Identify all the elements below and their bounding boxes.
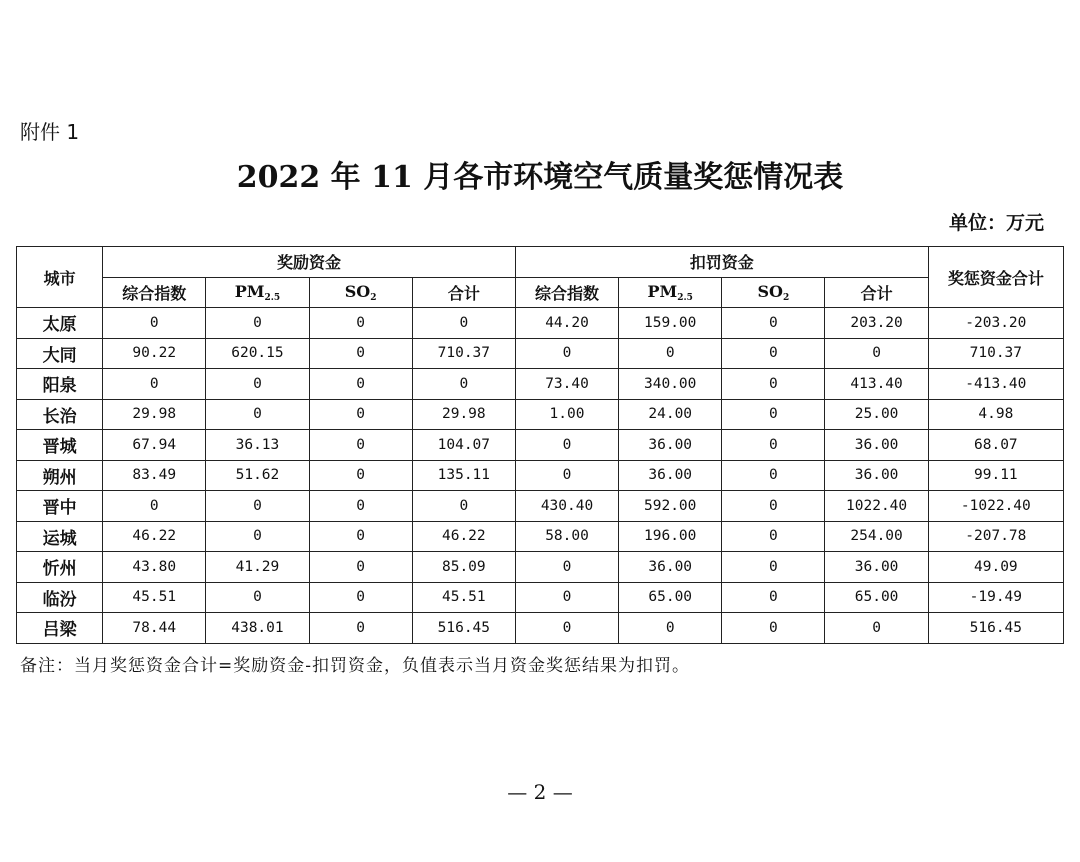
reward-total-cell: 0 xyxy=(412,369,515,400)
penalty-total-cell: 203.20 xyxy=(825,308,928,339)
header-penalty-group: 扣罚资金 xyxy=(515,247,928,278)
penalty-composite-cell: 58.00 xyxy=(515,521,618,552)
header-reward-total: 合计 xyxy=(412,277,515,308)
reward-total-cell: 710.37 xyxy=(412,338,515,369)
penalty-pm25-cell: 592.00 xyxy=(619,491,722,522)
penalty-composite-cell: 73.40 xyxy=(515,369,618,400)
city-cell: 长治 xyxy=(17,399,103,430)
penalty-composite-cell: 0 xyxy=(515,430,618,461)
city-cell: 阳泉 xyxy=(17,369,103,400)
reward-total-cell: 516.45 xyxy=(412,613,515,644)
city-cell: 晋城 xyxy=(17,430,103,461)
reward-composite-cell: 90.22 xyxy=(103,338,206,369)
header-city: 城市 xyxy=(17,247,103,308)
city-cell: 吕梁 xyxy=(17,613,103,644)
penalty-composite-cell: 1.00 xyxy=(515,399,618,430)
reward-pm25-cell: 0 xyxy=(206,491,309,522)
table-row xyxy=(17,582,1064,613)
penalty-composite-cell: 0 xyxy=(515,582,618,613)
penalty-pm25-cell: 24.00 xyxy=(619,399,722,430)
penalty-total-cell: 25.00 xyxy=(825,399,928,430)
header-penalty-pm25: $PM_{2.5}$ xyxy=(619,277,722,308)
reward-so2-cell: 0 xyxy=(309,552,412,583)
city-cell: 朔州 xyxy=(17,460,103,491)
reward-so2-cell: 0 xyxy=(309,582,412,613)
city-cell: 晋中 xyxy=(17,491,103,522)
penalty-so2-cell: 0 xyxy=(722,491,825,522)
table-row xyxy=(17,308,1064,339)
table-row xyxy=(17,369,1064,400)
reward-total-cell: 104.07 xyxy=(412,430,515,461)
footnote: 备注：当月奖惩资金合计=奖励资金-扣罚资金，负值表示当月资金奖惩结果为扣罚。 xyxy=(20,656,690,676)
city-cell: 忻州 xyxy=(17,552,103,583)
penalty-total-cell: 36.00 xyxy=(825,460,928,491)
reward-so2-cell: 0 xyxy=(309,399,412,430)
reward-composite-cell: 45.51 xyxy=(103,582,206,613)
attachment-label: 附件 1 xyxy=(20,120,80,144)
reward-total-cell: 46.22 xyxy=(412,521,515,552)
penalty-pm25-cell: 36.00 xyxy=(619,552,722,583)
net-total-cell: -1022.40 xyxy=(928,491,1063,522)
penalty-so2-cell: 0 xyxy=(722,369,825,400)
penalty-so2-cell: 0 xyxy=(722,460,825,491)
reward-total-cell: 29.98 xyxy=(412,399,515,430)
penalty-pm25-cell: 0 xyxy=(619,613,722,644)
reward-pm25-cell: 0 xyxy=(206,582,309,613)
reward-so2-cell: 0 xyxy=(309,369,412,400)
penalty-total-cell: 0 xyxy=(825,338,928,369)
reward-pm25-cell: 41.29 xyxy=(206,552,309,583)
reward-composite-cell: 29.98 xyxy=(103,399,206,430)
net-total-cell: -203.20 xyxy=(928,308,1063,339)
city-cell: 运城 xyxy=(17,521,103,552)
city-cell: 大同 xyxy=(17,338,103,369)
net-total-cell: -19.49 xyxy=(928,582,1063,613)
net-total-cell: 68.07 xyxy=(928,430,1063,461)
reward-total-cell: 135.11 xyxy=(412,460,515,491)
reward-pm25-cell: 36.13 xyxy=(206,430,309,461)
reward-pm25-cell: 51.62 xyxy=(206,460,309,491)
city-cell: 太原 xyxy=(17,308,103,339)
reward-composite-cell: 43.80 xyxy=(103,552,206,583)
penalty-pm25-cell: 36.00 xyxy=(619,430,722,461)
reward-pm25-cell: 0 xyxy=(206,399,309,430)
penalty-composite-cell: 0 xyxy=(515,552,618,583)
table-row xyxy=(17,521,1064,552)
penalty-so2-cell: 0 xyxy=(722,552,825,583)
net-total-cell: 99.11 xyxy=(928,460,1063,491)
reward-pm25-cell: 0 xyxy=(206,308,309,339)
reward-composite-cell: 0 xyxy=(103,369,206,400)
reward-so2-cell: 0 xyxy=(309,308,412,339)
table-row xyxy=(17,460,1064,491)
penalty-so2-cell: 0 xyxy=(722,399,825,430)
reward-so2-cell: 0 xyxy=(309,491,412,522)
reward-total-cell: 0 xyxy=(412,491,515,522)
penalty-composite-cell: 430.40 xyxy=(515,491,618,522)
penalty-total-cell: 0 xyxy=(825,613,928,644)
net-total-cell: -207.78 xyxy=(928,521,1063,552)
reward-pm25-cell: 620.15 xyxy=(206,338,309,369)
penalty-composite-cell: 44.20 xyxy=(515,308,618,339)
penalty-pm25-cell: 340.00 xyxy=(619,369,722,400)
header-reward-composite: 综合指数 xyxy=(103,277,206,308)
header-penalty-total: 合计 xyxy=(825,277,928,308)
net-total-cell: 4.98 xyxy=(928,399,1063,430)
penalty-pm25-cell: 196.00 xyxy=(619,521,722,552)
header-penalty-so2: $SO_2$ xyxy=(722,277,825,308)
reward-pm25-cell: 0 xyxy=(206,369,309,400)
reward-composite-cell: 46.22 xyxy=(103,521,206,552)
penalty-total-cell: 65.00 xyxy=(825,582,928,613)
page-title: 2022 年 11 月各市环境空气质量奖惩情况表 xyxy=(236,160,844,195)
reward-penalty-table xyxy=(16,246,1064,644)
reward-pm25-cell: 0 xyxy=(206,521,309,552)
penalty-composite-cell: 0 xyxy=(515,613,618,644)
page-number: — 2 — xyxy=(507,780,573,804)
reward-pm25-cell: 438.01 xyxy=(206,613,309,644)
table-row xyxy=(17,552,1064,583)
penalty-total-cell: 36.00 xyxy=(825,552,928,583)
header-reward-so2: $SO_2$ xyxy=(309,277,412,308)
penalty-so2-cell: 0 xyxy=(722,308,825,339)
reward-so2-cell: 0 xyxy=(309,338,412,369)
penalty-total-cell: 36.00 xyxy=(825,430,928,461)
penalty-total-cell: 413.40 xyxy=(825,369,928,400)
penalty-so2-cell: 0 xyxy=(722,338,825,369)
header-penalty-composite: 综合指数 xyxy=(515,277,618,308)
reward-composite-cell: 67.94 xyxy=(103,430,206,461)
penalty-so2-cell: 0 xyxy=(722,430,825,461)
reward-composite-cell: 0 xyxy=(103,308,206,339)
penalty-total-cell: 1022.40 xyxy=(825,491,928,522)
table-row xyxy=(17,613,1064,644)
header-reward-pm25: $PM_{2.5}$ xyxy=(206,277,309,308)
penalty-so2-cell: 0 xyxy=(722,521,825,552)
penalty-pm25-cell: 65.00 xyxy=(619,582,722,613)
penalty-composite-cell: 0 xyxy=(515,338,618,369)
reward-composite-cell: 83.49 xyxy=(103,460,206,491)
penalty-total-cell: 254.00 xyxy=(825,521,928,552)
reward-so2-cell: 0 xyxy=(309,460,412,491)
net-total-cell: 49.09 xyxy=(928,552,1063,583)
penalty-pm25-cell: 0 xyxy=(619,338,722,369)
table-row xyxy=(17,399,1064,430)
city-cell: 临汾 xyxy=(17,582,103,613)
reward-total-cell: 85.09 xyxy=(412,552,515,583)
table-row xyxy=(17,491,1064,522)
unit-label: 单位：万元 xyxy=(948,212,1044,234)
reward-so2-cell: 0 xyxy=(309,430,412,461)
header-net-total: 奖惩资金合计 xyxy=(928,247,1063,308)
penalty-composite-cell: 0 xyxy=(515,460,618,491)
reward-total-cell: 45.51 xyxy=(412,582,515,613)
net-total-cell: 710.37 xyxy=(928,338,1063,369)
reward-so2-cell: 0 xyxy=(309,613,412,644)
penalty-pm25-cell: 36.00 xyxy=(619,460,722,491)
penalty-pm25-cell: 159.00 xyxy=(619,308,722,339)
reward-composite-cell: 78.44 xyxy=(103,613,206,644)
reward-so2-cell: 0 xyxy=(309,521,412,552)
reward-composite-cell: 0 xyxy=(103,491,206,522)
net-total-cell: 516.45 xyxy=(928,613,1063,644)
header-reward-group: 奖励资金 xyxy=(103,247,516,278)
table-row xyxy=(17,338,1064,369)
penalty-so2-cell: 0 xyxy=(722,613,825,644)
reward-total-cell: 0 xyxy=(412,308,515,339)
penalty-so2-cell: 0 xyxy=(722,582,825,613)
net-total-cell: -413.40 xyxy=(928,369,1063,400)
table-row xyxy=(17,430,1064,461)
